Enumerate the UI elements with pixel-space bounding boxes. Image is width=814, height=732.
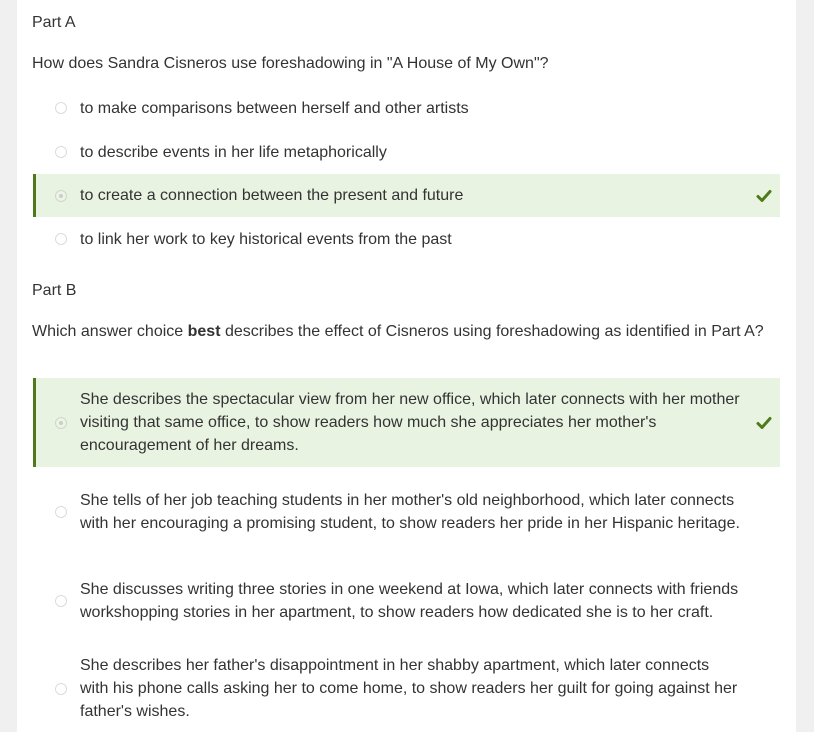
radio-button-selected[interactable] (55, 417, 67, 429)
option-text: to make comparisons between herself and other artists (80, 100, 469, 117)
radio-button[interactable] (55, 102, 67, 114)
radio-button[interactable] (55, 506, 67, 518)
option-text: She discusses writing three stories in one weekend at Iowa, which later connects with friends workshopping stories in her apartment, to show readers how dedicated she is to her craft. (80, 581, 739, 621)
part-b-option-2[interactable] (33, 467, 780, 556)
option-text: to link her work to key historical events from the past (80, 231, 452, 248)
question-text-after: describes the effect of Cisneros using foreshadowing as identified in Part A? (220, 323, 764, 340)
option-text: She describes her father's disappointment in her shabby apartment, which later connects with his phone calls asking her to come home, to show readers her guilt for going against her father's wishes. (80, 657, 738, 720)
part-b-label: Part B (32, 282, 77, 299)
part-a-label: Part A (32, 14, 76, 31)
option-text: She describes the spectacular view from her new office, which later connects with her mother visiting that same office, to show readers how much she appreciates her mother's encouragement of her dreams. (80, 391, 740, 454)
radio-button[interactable] (55, 683, 67, 695)
question-emphasis: best (187, 323, 221, 340)
option-text: She tells of her job teaching students in her mother's old neighborhood, which later connects with her encouraging a promising student, to show readers her pride in her Hispanic heritage. (80, 492, 740, 532)
radio-button[interactable] (55, 595, 67, 607)
radio-button[interactable] (55, 233, 67, 245)
part-a-option-4[interactable] (33, 217, 780, 261)
checkmark-icon (756, 188, 772, 204)
part-a-option-2[interactable] (33, 130, 780, 174)
radio-button-selected[interactable] (55, 190, 67, 202)
part-b-option-1[interactable] (33, 378, 780, 467)
part-a-question: How does Sandra Cisneros use foreshadowing in "A House of My Own"? (32, 55, 549, 72)
part-b-question (32, 320, 772, 343)
question-text-before: Which answer choice (32, 323, 188, 340)
part-a-option-3[interactable] (33, 174, 780, 217)
option-text: to describe events in her life metaphorically (80, 144, 387, 161)
radio-button[interactable] (55, 146, 67, 158)
question-panel (17, 0, 796, 732)
option-text: to create a connection between the present and future (80, 187, 464, 204)
part-b-option-3[interactable] (33, 556, 780, 645)
part-a-option-1[interactable] (33, 86, 780, 130)
part-b-option-4[interactable] (33, 645, 780, 732)
checkmark-icon (756, 415, 772, 431)
